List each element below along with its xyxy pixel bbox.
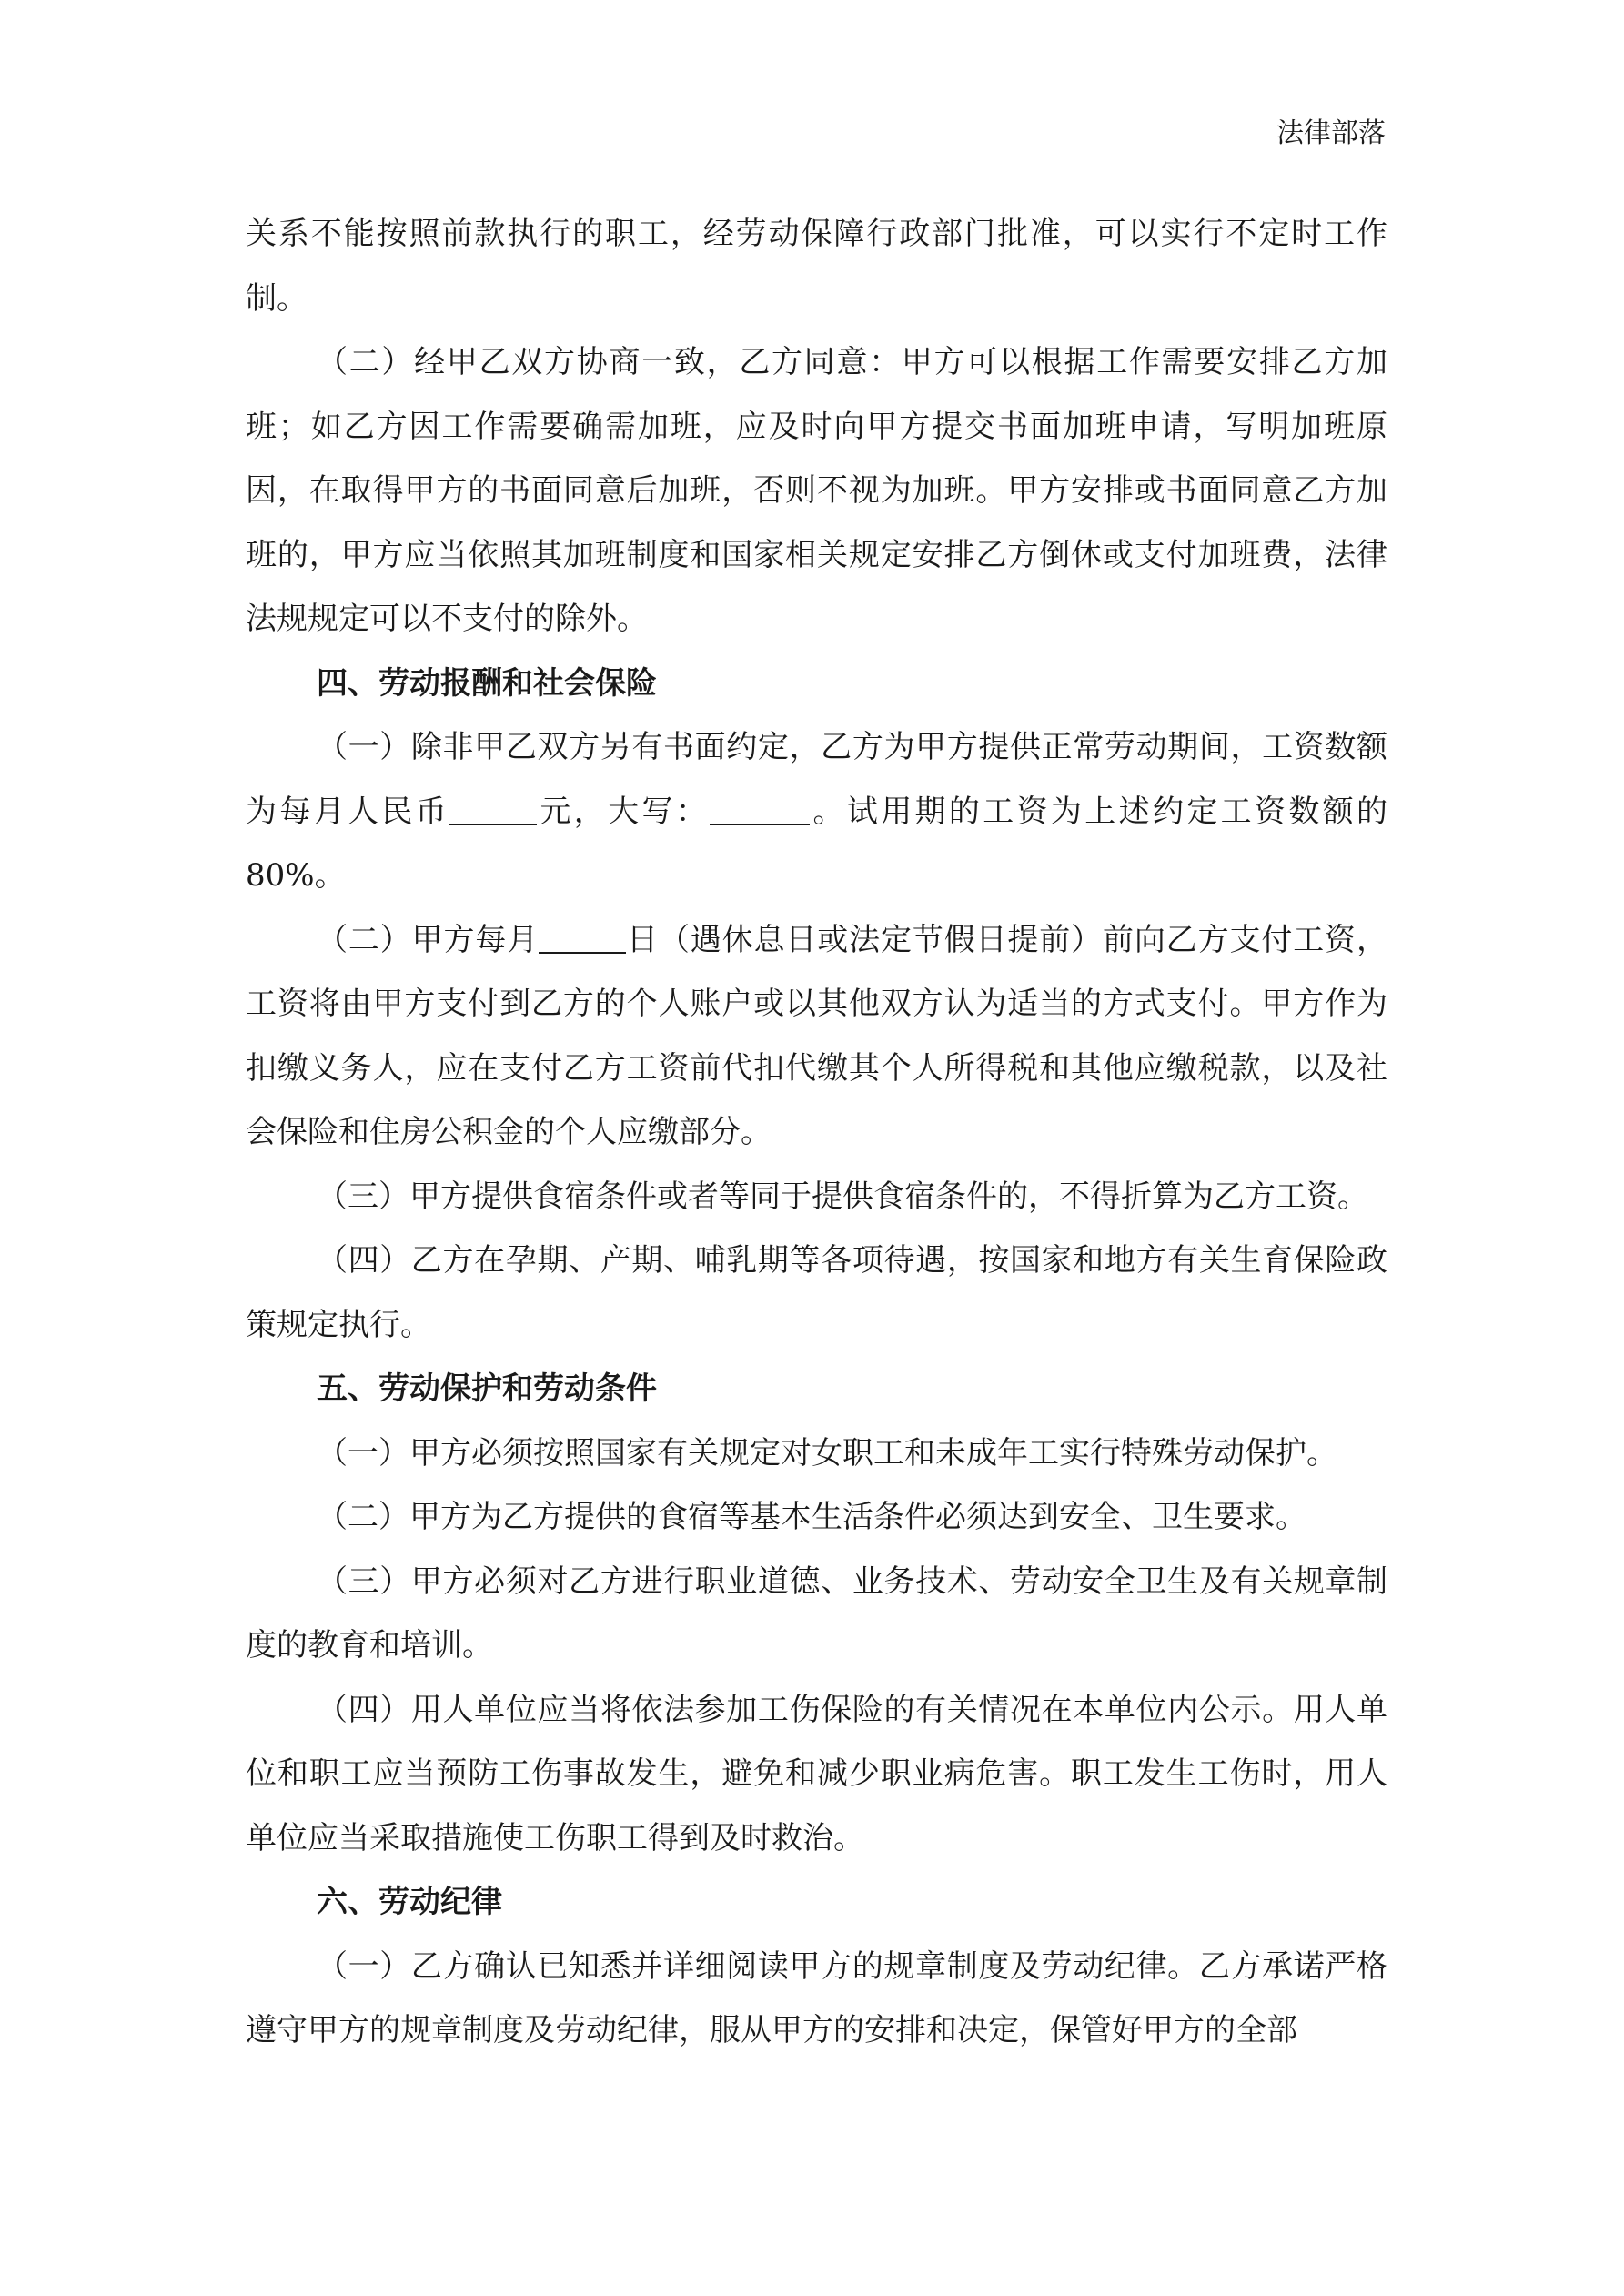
- section-heading-4: 四、劳动报酬和社会保险: [317, 664, 657, 702]
- paragraph-continuation: 关系不能按照前款执行的职工，经劳动保障行政部门批准，可以实行不定时工作制。: [246, 216, 1387, 317]
- paragraph-training: （三）甲方必须对乙方进行职业道德、业务技术、劳动安全卫生及有关规章制度的教育和培训。: [246, 1563, 1387, 1664]
- salary-text-a: （一）除非甲乙双方另有书面约定，乙方为甲方提供正常劳动期间，工资数额为每月人民币: [246, 729, 1387, 830]
- paragraph-salary-amount: [246, 715, 1387, 908]
- payday-text-a: （二）甲方每月: [317, 921, 540, 958]
- header-brand: 法律部落: [1276, 117, 1386, 149]
- salary-amount-blank[interactable]: [449, 793, 537, 825]
- paragraph-special-protection: （一）甲方必须按照国家有关规定对女职工和未成年工实行特殊劳动保护。: [317, 1434, 1337, 1472]
- pay-day-blank[interactable]: [539, 921, 626, 954]
- paragraph-pay-day: [246, 908, 1387, 1165]
- salary-words-blank[interactable]: [710, 793, 810, 825]
- paragraph-injury-insurance: （四）用人单位应当将依法参加工伤保险的有关情况在本单位内公示。用人单位和职工应当预防工伤事故发生，避免和减少职业病危害。职工发生工伤时，用人单位应当采取措施使工伤职工得到及时救治。: [246, 1691, 1387, 1856]
- paragraph-living-conditions: （二）甲方为乙方提供的食宿等基本生活条件必须达到安全、卫生要求。: [317, 1499, 1306, 1535]
- salary-text-b: 元，大写：: [537, 793, 711, 830]
- payday-text-b: 日（遇休息日或法定节假日提前）前向乙方支付工资，工资将由甲方支付到乙方的个人账户或以其他双方认为适当的方式支付。甲方作为扣缴义务人，应在支付乙方工资前代扣代缴其个人所得税和其他应缴税款，以及社会保险和住房公积金的个人应缴部分。: [246, 921, 1388, 1150]
- paragraph-room-board: （三）甲方提供食宿条件或者等同于提供食宿条件的，不得折算为乙方工资。: [317, 1178, 1368, 1215]
- document-body: [246, 202, 1387, 2063]
- salary-text-c: 。试用期的工资为上述约定工资数额的 80%。: [246, 793, 1388, 894]
- section-heading-6: 六、劳动纪律: [317, 1884, 502, 1920]
- paragraph-overtime: （二）经甲乙双方协商一致，乙方同意：甲方可以根据工作需要安排乙方加班；如乙方因工作需要确需加班，应及时向甲方提交书面加班申请，写明加班原因，在取得甲方的书面同意后加班，否则不视为加班。甲方安排或书面同意乙方加班的，甲方应当依照其加班制度和国家相关规定安排乙方倒休或支付加班费，法律法规规定可以不支付的除外。: [246, 344, 1387, 637]
- paragraph-discipline: （一）乙方确认已知悉并详细阅读甲方的规章制度及劳动纪律。乙方承诺严格遵守甲方的规章制度及劳动纪律，服从甲方的安排和决定，保管好甲方的全部: [246, 1947, 1387, 2048]
- paragraph-maternity: （四）乙方在孕期、产期、哺乳期等各项待遇，按国家和地方有关生育保险政策规定执行。: [246, 1242, 1387, 1343]
- section-heading-5: 五、劳动保护和劳动条件: [317, 1371, 657, 1407]
